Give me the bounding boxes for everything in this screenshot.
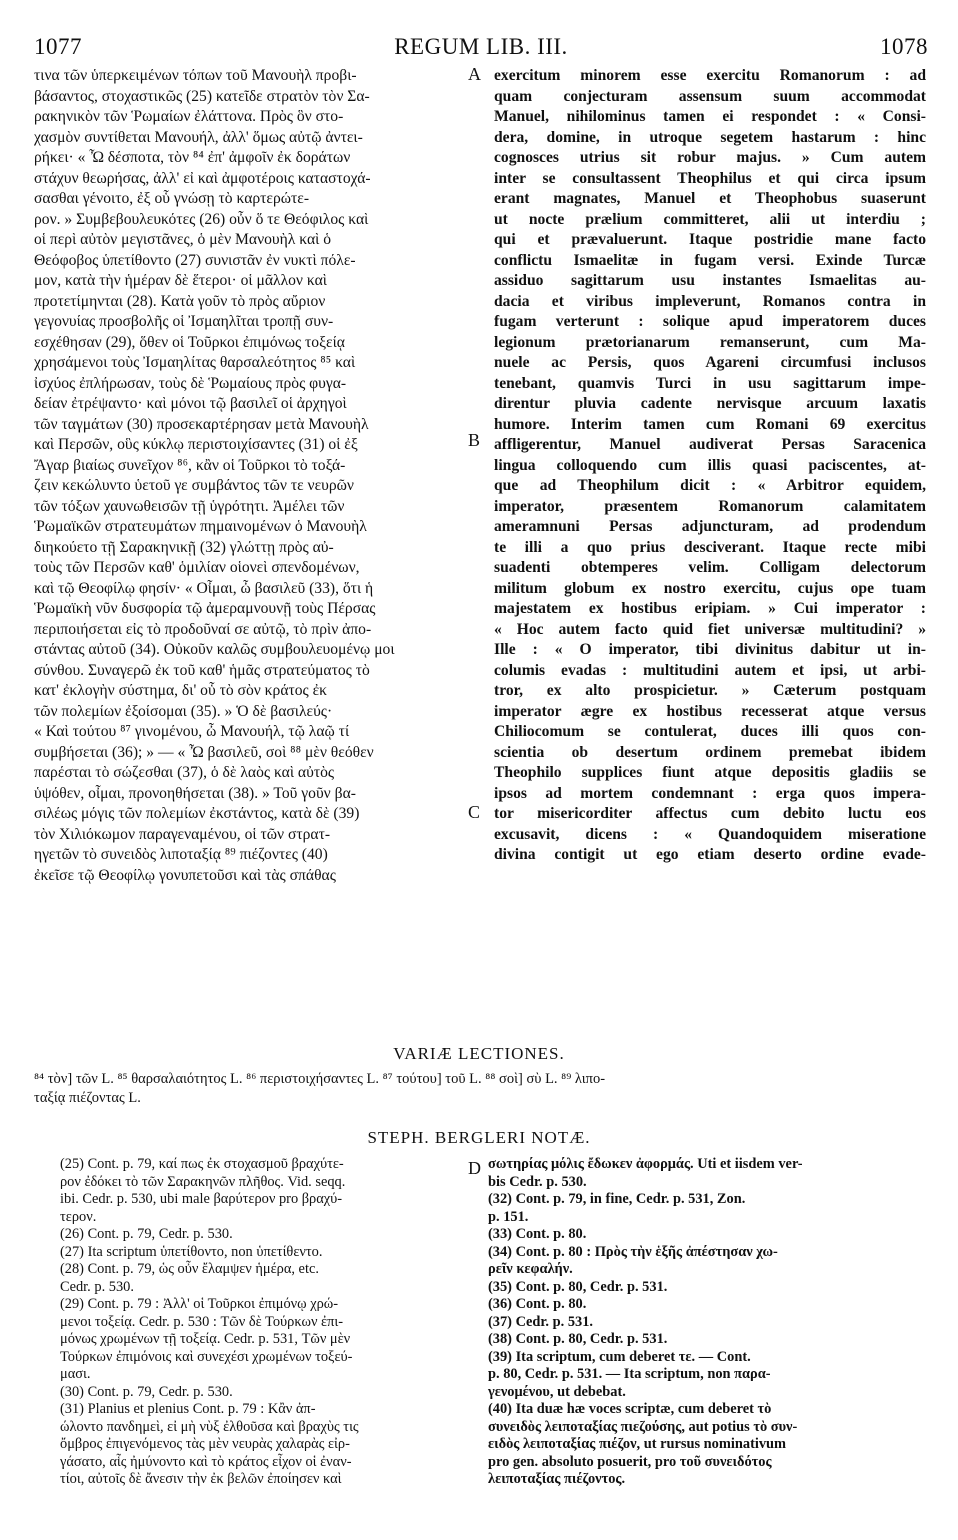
- variae-line: ταξίᾳ πιέζοντας L.: [34, 1090, 141, 1106]
- latin-text-line: lingua colloquendo cum illis quasi paciscentes, at-: [494, 456, 926, 474]
- margin-marker-b: B: [468, 430, 481, 450]
- greek-text-line: μον, κατὰ τὴν ἡμέραν δὲ ἕτεροι· οἱ μᾶλλον καὶ: [34, 272, 327, 289]
- note-line: Τούρκων ἐπιμόνοις καὶ συνεχέσι χρωμένων τοξεύ-: [60, 1348, 353, 1365]
- greek-text-line: σύνθου. Συναγερῶ ἐκ τοῦ καθ' ἡμᾶς στρατεύματος τὸ: [34, 661, 370, 679]
- latin-text-line: erant magnates, Manuel et Theophobus suaserunt: [494, 190, 926, 207]
- greek-text-line: στάντας αὐτοῦ (34). Οὐκοῦν καλῶς συμβουλευομένῳ μοι: [34, 641, 395, 658]
- greek-text-line: ἐκεῖσε τῷ Θεοφίλῳ γονυπετοῦσι καὶ τὰς σπάθας: [34, 866, 336, 884]
- variae-lectiones-block: [34, 1070, 924, 1108]
- latin-text-line: humore. Interim tamen cum Romani 69 exercitus: [494, 415, 926, 433]
- latin-text-line: legionum prætorianarum remanserunt, cum Ma-: [494, 333, 926, 351]
- greek-text-line: τῶν ταγμάτων (30) προσεκαρτέρησαν μετὰ Μανουὴλ: [34, 415, 369, 433]
- note-line: (28) Cont. p. 79, ὡς οὖν ἔλαμψεν ἡμέρα, etc.: [60, 1261, 319, 1277]
- greek-text-line: ὑψόθεν, οἶμαι, προνοηθήσεται (38). » Τοῦ γοῦν βα-: [34, 784, 356, 802]
- page-number-left: 1077: [34, 34, 82, 59]
- note-line: τερον.: [60, 1208, 97, 1225]
- latin-text-line: excusavit, dicens : « Quandoquidem miseratione: [494, 825, 926, 843]
- greek-text-line: κατ' ἐκλογὴν σύστημα, δι' οὗ τὸ σὸν κράτος ἐκ: [34, 682, 328, 699]
- greek-text-line: « Καὶ τούτου ⁸⁷ γινομένου, ὦ Μανουήλ, τῷ λαῷ τί: [34, 723, 350, 740]
- page-number-right: 1078: [880, 34, 928, 59]
- greek-text-line: καὶ Περσῶν, οὓς κύκλῳ περιστοιχίσαντες (31) οἱ ἐξ: [34, 436, 358, 453]
- note-line: (27) Ita scriptum ὑπετίθοντο, non ὑπετίθεντο.: [60, 1243, 323, 1260]
- latin-text-line: quam conjecturam assensum suum accommodat: [494, 87, 926, 105]
- latin-text-line: que ad Theophilum dicit : « Arbitror equidem,: [494, 477, 926, 494]
- note-line: ρεῖν κεφαλήν.: [488, 1261, 573, 1277]
- latin-text-line: te illi a quo prius desciverant. Itaque recte mibi: [494, 538, 926, 556]
- latin-text-line: ameramnuni Persas adjuncturam, ad prodendum: [494, 518, 926, 535]
- greek-text-line: ἰσχύος ἐπλήρωσαν, τοὺς δὲ Ῥωμαίους πρὸς φυγα-: [34, 374, 347, 392]
- latin-text-line: majestatem ex hostibus eripiam. » Cui imperator :: [494, 600, 926, 617]
- note-line: τίοι, αὐτοῖς δὲ ἄνεσιν τὴν ἐκ βελῶν ἐποίησεν καὶ: [60, 1471, 342, 1487]
- note-line: (38) Cont. p. 80, Cedr. p. 531.: [488, 1331, 668, 1347]
- latin-text-line: Chiliocomum se contulerat, duces illi quos con-: [494, 723, 926, 740]
- greek-text-line: βάσαντος, στοχαστικῶς (25) κατεῖδε στρατὸν τὸν Σα-: [34, 87, 370, 105]
- greek-text-line: διηκούετο τῇ Σαρακηνικῇ (32) γλώττῃ πρὸς αὐ-: [34, 538, 334, 556]
- note-line: (29) Cont. p. 79 : Ἀλλ' οἱ Τοῦρκοι ἐπιμόνῳ χρώ-: [60, 1296, 339, 1312]
- page-header: [34, 34, 928, 64]
- note-line: (40) Ita duæ hæ voces scriptæ, cum deberet τὸ: [488, 1401, 772, 1417]
- greek-text-line: στάχυν θεωρήσας, ἀλλ' εἰ καὶ ἀμφοτέροις καταστοχά-: [34, 169, 371, 187]
- latin-text-column: [494, 66, 926, 866]
- note-line: (25) Cont. p. 79, καί πως ἐκ στοχασμοῦ βραχύτε-: [60, 1156, 344, 1172]
- greek-text-line: σιλέως μόγις τῶν πολεμίων ἐκστάντος, κατὰ δὲ (39): [34, 805, 360, 822]
- greek-text-line: προτετίμηνται (28). Κατὰ γοῦν τὸ πρὸς αὔριον: [34, 292, 326, 310]
- latin-text-line: assiduo sagittarum usu instantes Ismaelitas au-: [494, 272, 926, 289]
- greek-text-line: παρέσται τὸ σώζεσθαι (37), ὁ δὲ λαὸς καὶ αὐτὸς: [34, 764, 335, 781]
- greek-text-line: τὸν Χιλιόκωμον παραγεναμένου, οἱ τῶν στρατ-: [34, 825, 331, 843]
- greek-text-line: οἱ περὶ αὐτὸν μεγιστᾶνες, ὁ μὲν Μανουὴλ καὶ ὁ: [34, 231, 332, 248]
- greek-text-line: καὶ τῷ Θεοφίλῳ φησίν· « Οἶμαι, ὦ βασιλεῦ (33), ὅτι ἡ: [34, 579, 374, 597]
- note-line: ὄμβρος ἐπιγενόμενος τὰς μὲν νευρὰς χαλαρὰς εἰρ-: [60, 1436, 350, 1452]
- latin-text-line: Theophilo supplices fiunt atque depositis gladiis se: [494, 764, 926, 781]
- greek-text-line: περιποιήσεται εἰς τὸ προδοῦναί σε αὐτῷ, τὸ πρὶν ἀπο-: [34, 620, 372, 638]
- latin-text-line: Ille : « O imperator, tibi divinitus dabitur ut in-: [494, 641, 926, 658]
- greek-text-line: τινα τῶν ὑπερκειμένων τόπων τοῦ Μανουὴλ προβι-: [34, 67, 357, 84]
- latin-text-line: conflictu Ismaelitæ in fugam versi. Exinde Turcæ: [494, 251, 926, 269]
- note-line: ώλοντο πανδημεὶ, εἰ μὴ νὺξ ἐλθοῦσα καὶ βραχὺς τις: [60, 1418, 359, 1435]
- note-line: (26) Cont. p. 79, Cedr. p. 530.: [60, 1226, 233, 1242]
- greek-text-column: [34, 66, 474, 886]
- margin-marker-d: D: [468, 1158, 481, 1178]
- notae-title: STEPH. BERGLERI NOTÆ.: [367, 1128, 591, 1147]
- greek-text-line: τοὺς τῶν Περσῶν καθ' ὁμιλίαν οἱονεὶ σπενδομένων,: [34, 559, 360, 576]
- note-line: pro gen. absoluto posuerit, pro τοῦ συνειδότος: [488, 1453, 772, 1470]
- latin-text-line: imperator ægre ex hostibus recesserat atque versus: [494, 702, 926, 720]
- note-line: (30) Cont. p. 79, Cedr. p. 530.: [60, 1383, 233, 1400]
- latin-text-line: fugam verterunt : solique apud imperatorem duces: [494, 313, 926, 330]
- latin-text-line: imperator, præsentem Romanorum calamitatem: [494, 497, 926, 515]
- note-line: συνειδὸς λειποταξίας πιεζούσης, aut potius τὸ συν-: [488, 1418, 798, 1435]
- note-line: μόνως χρωμένων τῇ τοξείᾳ. Cedr. p. 531, Τῶν μὲν: [60, 1331, 351, 1347]
- greek-text-line: χασμὸν συντίθεται Μανουήλ, ἀλλ' ὅμως αὐτῷ ἀντει-: [34, 128, 363, 146]
- greek-text-line: ηγετῶν τὸ συνειδὸς λιποταξίᾳ ⁸⁹ πιέζοντες (40): [34, 846, 328, 863]
- notes-left-column: [60, 1156, 470, 1489]
- note-line: p. 151.: [488, 1208, 529, 1225]
- greek-text-line: συμβήσεται (36); » — « Ὦ βασιλεῦ, σοὶ ⁸⁸ μὲν θεόθεν: [34, 743, 374, 761]
- note-line: (37) Cedr. p. 531.: [488, 1313, 593, 1330]
- greek-text-line: Ῥωμαϊκὴ νῦν δυσφορία τῷ ἀμεραμνουνῇ τοὺς Πέρσας: [34, 600, 376, 617]
- latin-text-line: cognosces utrius sit robur majus. » Cum autem: [494, 149, 926, 166]
- greek-text-line: εσχέθησαν (29), ὅθεν οἱ Τοῦρκοι ἐπιμόνως τοξείᾳ: [34, 333, 345, 351]
- greek-text-line: σασθαι γένοιτο, ἐξ οὗ γνώσῃ τὸ καρτερώτε-: [34, 190, 310, 207]
- latin-text-line: nuele ac Persis, quos Agareni circumfusi inclusos: [494, 354, 926, 371]
- note-line: μασι.: [60, 1366, 91, 1382]
- latin-text-line: direntur pluvia cadente nervisque arcuum laxatis: [494, 395, 926, 412]
- note-line: (36) Cont. p. 80.: [488, 1296, 587, 1312]
- note-line: γενομένου, ut debebat.: [488, 1383, 626, 1400]
- note-line: μενοι τοξείᾳ. Cedr. p. 530 : Τῶν δὲ Τούρκων ἐπι-: [60, 1313, 344, 1330]
- margin-marker-c: C: [468, 802, 481, 822]
- notes-right-column: [488, 1156, 928, 1489]
- note-line: (33) Cont. p. 80.: [488, 1226, 587, 1242]
- note-line: Cedr. p. 530.: [60, 1278, 134, 1295]
- latin-text-line: tor misericorditer affectus cum debito luctu eos: [494, 805, 926, 822]
- greek-text-line: Ῥωμαϊκῶν στρατευμάτων πημαινομένων ὁ Μανουὴλ: [34, 518, 367, 535]
- greek-text-line: ρακηνικὸν τῶν Ῥωμαίων ἐλάττονα. Πρὸς ὃν στο-: [34, 108, 344, 125]
- latin-text-line: ipsos ad mortem condemnant : erga quos impera-: [494, 784, 926, 802]
- note-line: p. 80, Cedr. p. 531. — Ita scriptum, non παρα-: [488, 1366, 771, 1382]
- latin-text-line: tror, ex alto prospicietur. » Cæterum postquam: [494, 682, 926, 699]
- note-line: bis Cedr. p. 530.: [488, 1173, 587, 1190]
- note-line: σωτηρίας μόλις ἔδωκεν ἀφορμάς. Uti et iisdem ver-: [488, 1156, 803, 1172]
- greek-text-line: ζειν κεκώλυντο ὑετοῦ γε συμβάντος τῶν τε νευρῶν: [34, 477, 354, 494]
- variae-lectiones-title: VARIÆ LECTIONES.: [393, 1044, 565, 1063]
- greek-text-line: Ἄγαρ βιαίως συνεῖχον ⁸⁶, κἂν οἱ Τοῦρκοι τὸ τοξά-: [34, 456, 346, 474]
- greek-text-line: τῶν πολεμίων ἐξοίσομαι (35). » Ὁ δὲ βασιλεύς·: [34, 702, 333, 720]
- latin-text-line: militum globum ex nostro exercitu, cujus ope tuam: [494, 579, 926, 597]
- greek-text-line: τῶν τόξων χαυνωθεισῶν τῇ ὑγρότητι. Ἀμέλει τῶν: [34, 497, 345, 515]
- variae-line: ⁸⁴ τὸν] τῶν L. ⁸⁵ θαρσαλαιότητος L. ⁸⁶ περιστοιχήσαντες L. ⁸⁷ τούτου] τοῦ L. ⁸⁸ σοὶ] σὺ L. ⁸⁹ λιπο-: [34, 1071, 606, 1087]
- latin-text-line: inter se consultassent Theophilus et qui circa ipsum: [494, 169, 926, 187]
- latin-text-line: Manuel, nihilominus tamen ei respondet : « Consi-: [494, 108, 926, 125]
- latin-text-line: exercitum minorem esse exercitu Romanorum : ad: [494, 67, 926, 84]
- note-line: λειποταξίας πιέζοντος.: [488, 1471, 626, 1487]
- note-line: (35) Cont. p. 80, Cedr. p. 531.: [488, 1278, 668, 1295]
- note-line: (32) Cont. p. 79, in fine, Cedr. p. 531, Zon.: [488, 1191, 746, 1207]
- note-line: (39) Ita scriptum, cum deberet τε. — Cont.: [488, 1348, 751, 1365]
- latin-text-line: affligerentur, Manuel audiverat Persas Saracenica: [494, 436, 926, 453]
- latin-text-line: scientia ob desertum ordinem premebat ibidem: [494, 743, 926, 761]
- note-line: ειδὸς λειποταξίας πιέζον, ut rursus nominativum: [488, 1436, 787, 1452]
- margin-marker-a: A: [468, 64, 481, 84]
- greek-text-line: δείαν ἐτρέψαντο· καὶ μόνοι τῷ βασιλεῖ οἱ ἀρχηγοὶ: [34, 395, 347, 412]
- greek-text-line: ρήκει· « Ὦ δέσποτα, τὸν ⁸⁴ ἐπ' ἀμφοῖν ἐκ δοράτων: [34, 149, 351, 166]
- latin-text-line: tenebant, quamvis Turci in usu sagittarum impe-: [494, 374, 926, 392]
- note-line: ρον ἐδόκει τὸ τῶν Σαρακηνῶν πλῆθος. Vid. seqq.: [60, 1173, 346, 1190]
- latin-text-line: suadenti obtemperes velim. Colligam delectorum: [494, 559, 926, 576]
- greek-text-line: γεγονυίας προσβολῆς οἱ Ἰσμαηλῖται τροπῇ συν-: [34, 313, 334, 330]
- note-line: (31) Planius et plenius Cont. p. 79 : Κἂν ἀπ-: [60, 1401, 316, 1417]
- greek-text-line: Θεόφοβος ὑπετίθοντο (27) συνιστᾶν ἐν νυκτὶ πόλε-: [34, 251, 356, 269]
- latin-text-line: dacia et viribus impleverunt, Romanos contra in: [494, 292, 926, 310]
- latin-text-line: columis evadas : multitudini autem et ipsi, ut arbi-: [494, 661, 926, 679]
- greek-text-line: χρησάμενοι τοὺς Ἰσμαηλίτας θαρσαλεότητος ⁸⁵ καὶ: [34, 354, 356, 371]
- note-line: γάσατο, αἷς ἠμύνοντο καὶ τὸ κράτος εἶχον οἱ ἐναν-: [60, 1453, 352, 1470]
- latin-text-line: divina contigit ut ego etiam deserto ordine evade-: [494, 846, 926, 863]
- greek-text-line: ρον. » Συμβεβουλευκότες (26) οὖν ὅ τε Θεόφιλος καὶ: [34, 210, 369, 228]
- latin-text-line: ut nocte prælium committeret, alii ut interdiu ;: [494, 210, 926, 228]
- latin-text-line: « Hoc autem facto quid fiet universæ multitudini? »: [494, 620, 926, 638]
- note-line: (34) Cont. p. 80 : Πρὸς τὴν ἑξῆς ἀπέστησαν χω-: [488, 1243, 778, 1260]
- latin-text-line: dera, domine, in utroque segetem hastarum : hinc: [494, 128, 926, 146]
- running-title: REGUM LIB. III.: [394, 34, 568, 59]
- latin-text-line: qui et prævaluerunt. Itaque postridie mane facto: [494, 231, 926, 248]
- note-line: ibi. Cedr. p. 530, ubi male βαρύτερον pro βραχύ-: [60, 1191, 343, 1207]
